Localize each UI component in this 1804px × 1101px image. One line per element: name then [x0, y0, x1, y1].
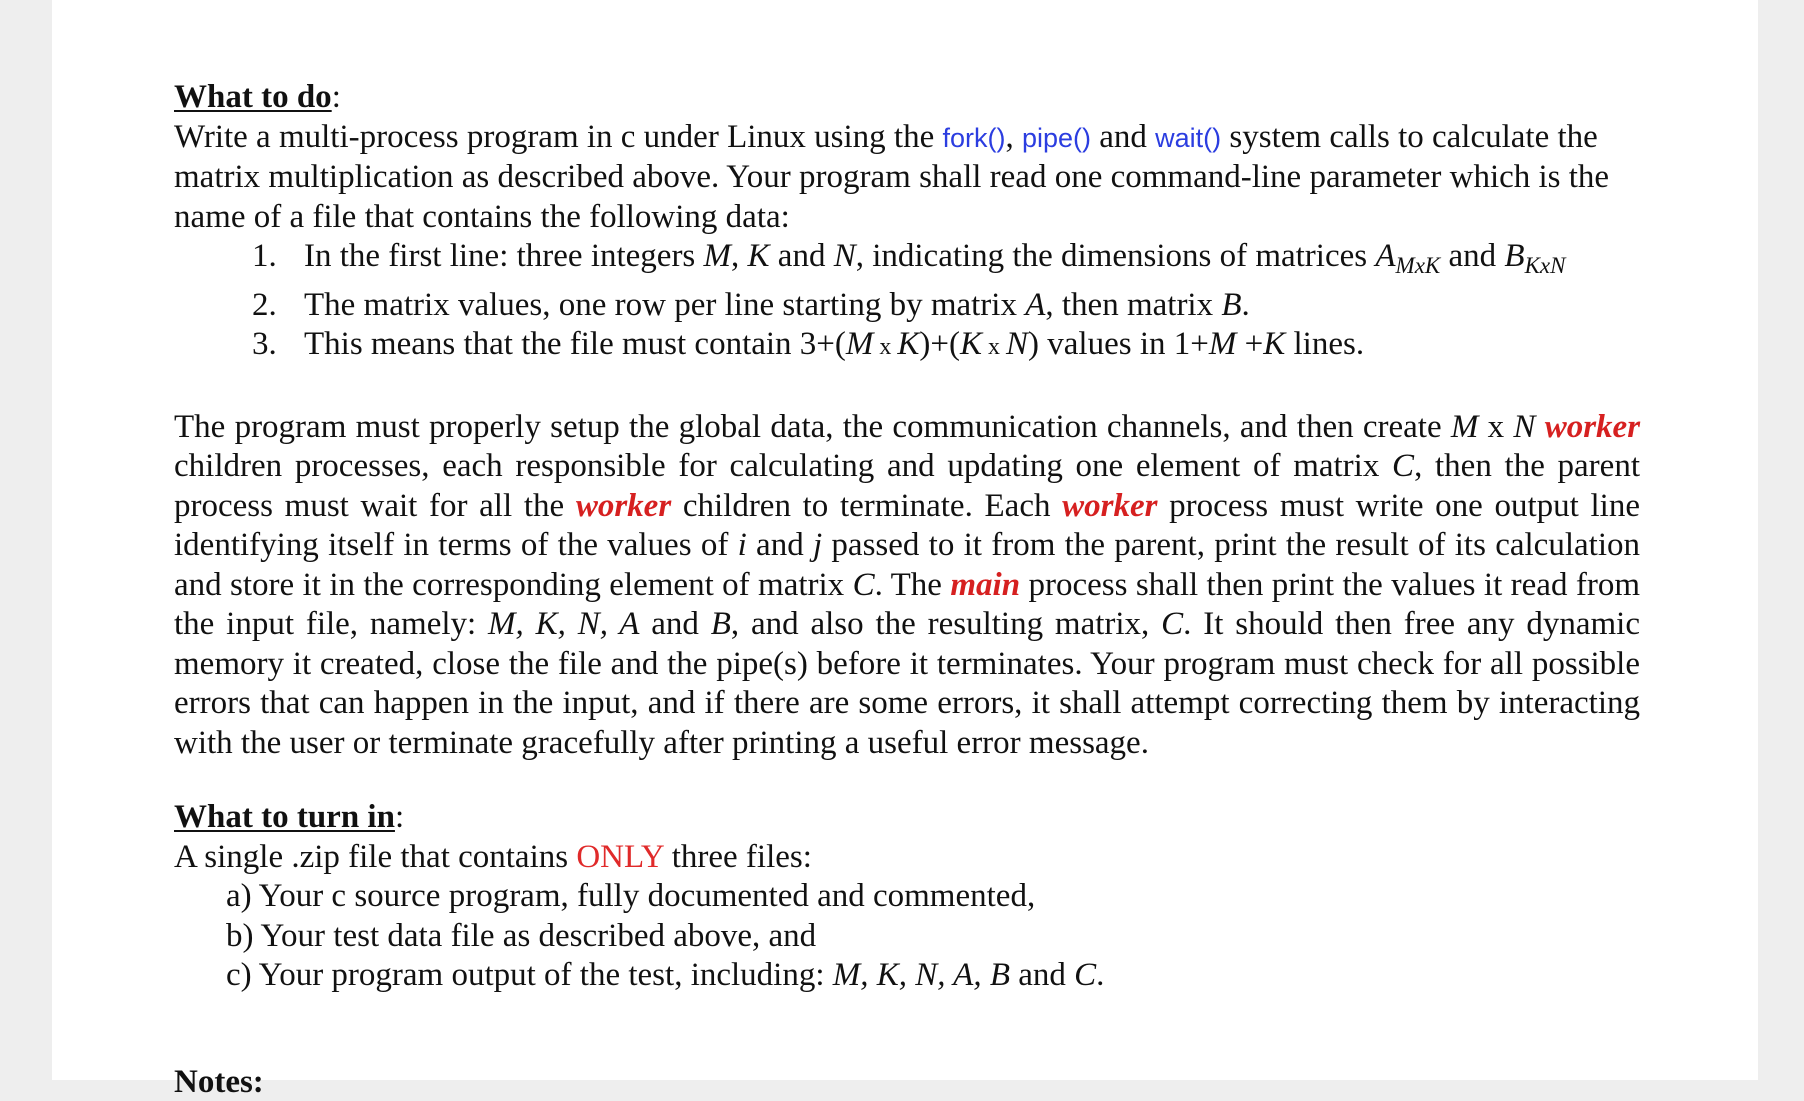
worker-keyword: worker	[1062, 487, 1158, 524]
only-emphasis: ONLY	[576, 838, 664, 875]
worker-keyword: worker	[575, 487, 672, 524]
list-item: 2. The matrix values, one row per line starting by matrix A, then matrix B.	[252, 286, 1250, 323]
main-keyword: main	[950, 566, 1021, 603]
list-item: 3. This means that the file must contain 3+(M x K)+(K x N) values in 1+M +K lines.	[252, 326, 1365, 362]
document-page	[52, 0, 1758, 1100]
list-item: a) Your c source program, fully documented and commented,	[226, 878, 1036, 914]
what-to-turn-in-heading: What to turn in:	[174, 799, 405, 835]
what-to-do-intro: Write a multi-process program in c under Linux using the fork(), pipe() and wait() system calls to calculate the matrix multiplication as described above. Your program shall read one command-line parameter which is the name of a file that contains the following data:	[174, 118, 1610, 235]
turn-in-list	[174, 877, 1640, 996]
list-item: b) Your test data file as described above, and	[226, 917, 817, 954]
worker-keyword: worker	[1544, 408, 1641, 445]
fork-call: fork()	[942, 122, 1006, 153]
pipe-call: pipe()	[1021, 122, 1092, 153]
program-requirements-paragraph: The program must properly setup the global data, the communication channels, and then create M x N worker children processes, each responsible for calculating and updating one element of matrix C, then the parent process must wait for all the worker children to terminate. Each worker process must write one output line identifying itself in terms of the values of i and j passed to it from the parent, print the result of its calculation and store it in the corresponding element of matrix C. The main process shall then print the values it read from the input file, namely: M, K, N, A and B, and also the resulting matrix, C. It should then free any dynamic memory it created, close the file and the pipe(s) before it terminates. Your program must check for all possible errors that can happen in the input, and if there are some errors, it shall attempt correcting them by interacting with the user or terminate gracefully after printing a useful error message.	[174, 408, 1641, 761]
list-item: c) Your program output of the test, including: M, K, N, A, B and C.	[226, 957, 1105, 993]
notes-heading: Notes:	[174, 1064, 264, 1100]
document-content	[174, 78, 1640, 996]
what-to-do-heading: What to do:	[174, 79, 341, 115]
list-item: 1. In the first line: three integers M, K and N, indicating the dimensions of matrices $A_{MxK}$ and $B_{KxN}$	[252, 238, 1566, 278]
turn-in-intro: A single .zip file that contains ONLY three files:	[174, 838, 812, 875]
wait-call: wait()	[1155, 122, 1222, 153]
input-file-format-list	[174, 237, 1640, 368]
